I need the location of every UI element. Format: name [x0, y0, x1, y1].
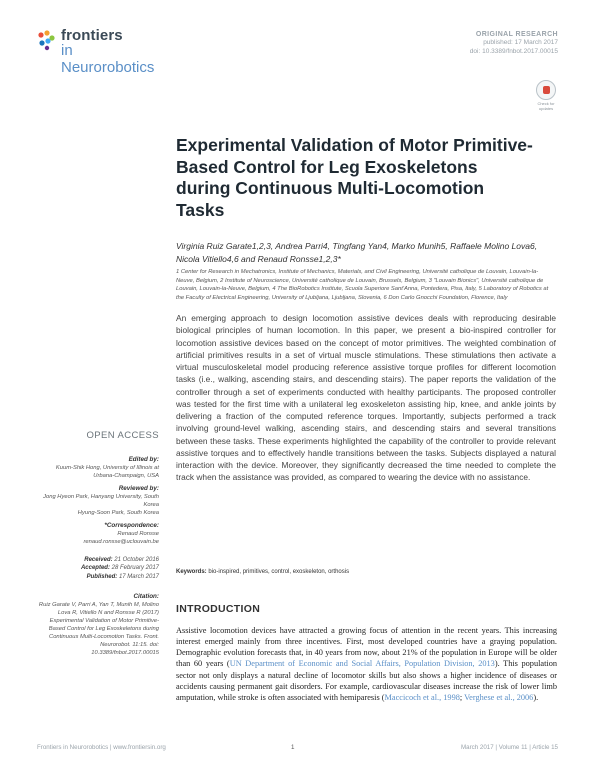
page-footer: [37, 744, 558, 754]
published-row: Published: 17 March 2017: [86, 573, 159, 580]
accepted-row: Accepted: 28 February 2017: [80, 565, 159, 572]
article-title: Experimental Validation of Motor Primitive-Based Control for Leg Exoskeletons during Continuous Multi-Locomotion Tasks: [176, 135, 533, 220]
reviewer-2: Hyung-Soon Park, South Korea: [77, 510, 159, 516]
correspondence-email[interactable]: renaud.ronsse@uclouvain.be: [83, 539, 159, 545]
keywords-list: bio-inspired, primitives, control, exoskeleton, orthosis: [208, 569, 350, 575]
updates-icon: [536, 80, 556, 100]
edited-by-label: Edited by:: [128, 456, 159, 463]
reference-link[interactable]: UN Department of Economic and Social Affairs, Population Division, 2013: [229, 659, 495, 669]
open-access-badge: OPEN ACCESS: [86, 430, 159, 441]
page-number: 1: [291, 744, 295, 751]
article-type: ORIGINAL RESEARCH: [475, 31, 558, 38]
footer-journal[interactable]: Frontiers in Neurorobotics | www.frontiersin.org: [37, 744, 166, 751]
correspondence-label: *Correspondence:: [104, 522, 159, 529]
editor: Kuum-Shik Hong, University of Illinois at Urbana-Champaign, USA: [55, 465, 159, 479]
sidebar: [37, 430, 159, 657]
citation: Ruiz Garate V, Parri A, Yan T, Munih M, Molino Lova R, Vitiello N and Ronsse R (2017) Experimental Validation of Motor Primitive-Based Control for Leg Exoskeletons during Continuous Multi-Locomotion Tasks. Front. Neurorobot. 11:15. doi: 10.3389/fnbot.2017.00015: [38, 601, 159, 656]
article-meta: [398, 31, 558, 56]
reviewer-1: Jong Hyeon Park, Hanyang University, South Korea: [43, 494, 159, 508]
keywords: [176, 569, 556, 575]
check-for-updates-button[interactable]: [534, 80, 558, 111]
citation-label: Citation:: [133, 592, 159, 600]
brand-name: frontiers: [61, 27, 123, 44]
affiliations: 1 Center for Research in Mechatronics, Institute of Mechanics, Materials, and Civil Engineering, Université catholique de Louvain, Louvain-la-Neuve, Belgium, 2 Institute of Neuroscience, Université catholique de Louvain, Brussels, Belgium, 3 "Louvain Bionics", Université catholique de Louvain, Louvain-la-Neuve, Belgium, 4 The BioRobotics Institute, Scuola Superiore Sant'Anna, Pontedera, Pisa, Italy, 5 Laboratory of Robotics at the Faculty of Electrical Engineering, University of Ljubljana, Ljubljana, Slovenia, 6 Don Carlo Gnocchi Foundation, Florence, Italy: [176, 269, 549, 301]
updates-label: Check for updates: [537, 101, 555, 111]
received-row: Received: 21 October 2016: [84, 557, 159, 563]
journal-name: in Neurorobotics: [61, 42, 155, 76]
author-list: Virginia Ruiz Garate1,2,3, Andrea Parri4, Tingfang Yan4, Marko Munih5, Raffaele Molino Lova6, Nicola Vitiello4,6 and Renaud Ronsse1,2,3*: [176, 241, 538, 264]
doi[interactable]: doi: 10.3389/fnbot.2017.00015: [469, 48, 558, 55]
frontiers-logo-icon: [37, 29, 57, 51]
article-dates: [37, 556, 159, 581]
reference-link[interactable]: Maccicoch et al., 1998: [384, 692, 460, 702]
reference-link[interactable]: Verghese et al., 2006: [464, 692, 534, 702]
introduction-heading: INTRODUCTION: [176, 603, 261, 615]
footer-issue: March 2017 | Volume 11 | Article 15: [461, 744, 558, 751]
journal-logo[interactable]: [37, 27, 167, 76]
reviewed-by-label: Reviewed by:: [118, 485, 159, 492]
keywords-label: Keywords:: [176, 569, 207, 575]
correspondence-name: Renaud Ronsse: [117, 531, 159, 537]
introduction-text: Assistive locomotion devices have attracted a growing focus of attention in the recent years. This increasing interest emerged mainly from three incentives. First, most developed countries have a graying population. Demographic evolution forecasts that, in 40 years from now, about 21% of the population in Europe will be older than 60 years (UN Department of Economic and Social Affairs, Population Division, 2013). This population sector not only displays a natural decline of locomotor skills but also shows a higher incidence of diseases or accidents causing permanent gait disorders. For example, cardiovascular diseases increase the risk of lower limb amputation, while stroke is often associated with hemiparesis (Maccicoch et al., 1998; Verghese et al., 2006).: [176, 626, 558, 702]
abstract: An emerging approach to design locomotion assistive devices deals with reproducing desirable biological principles of human locomotion. In this paper, we present a bio-inspired controller for locomotion assistive devices based on the concept of motor primitives. The weighted combination of artificial primitives results in a set of virtual muscle stimulations. These stimulations then activate a virtual musculoskeletal model producing reference assistive torque profiles for different locomotion tasks (i.e., walking, ascending stairs, and descending stairs). The paper reports the validation of the controller through a set of experiments conducted with healthy participants. The proposed controller was tested for the first time with a unilateral leg exoskeleton assisting hip, knee, and ankle joints by delivering a fraction of the computed reference torques. Importantly, subjects performed a track involving ground-level walking, ascending stairs, and descending stairs and several transitions between these tasks. These experiments highlighted the capability of the controller to provide relevant assistive torques and to effectively handle transitions between the tasks. Subjects displayed a natural interaction with the device. Moreover, they significantly decreased the time needed to complete the track when the assistance was provided, as compared to wearing the device with no assistance.: [176, 313, 556, 483]
published-date: published: 17 March 2017: [483, 39, 558, 46]
